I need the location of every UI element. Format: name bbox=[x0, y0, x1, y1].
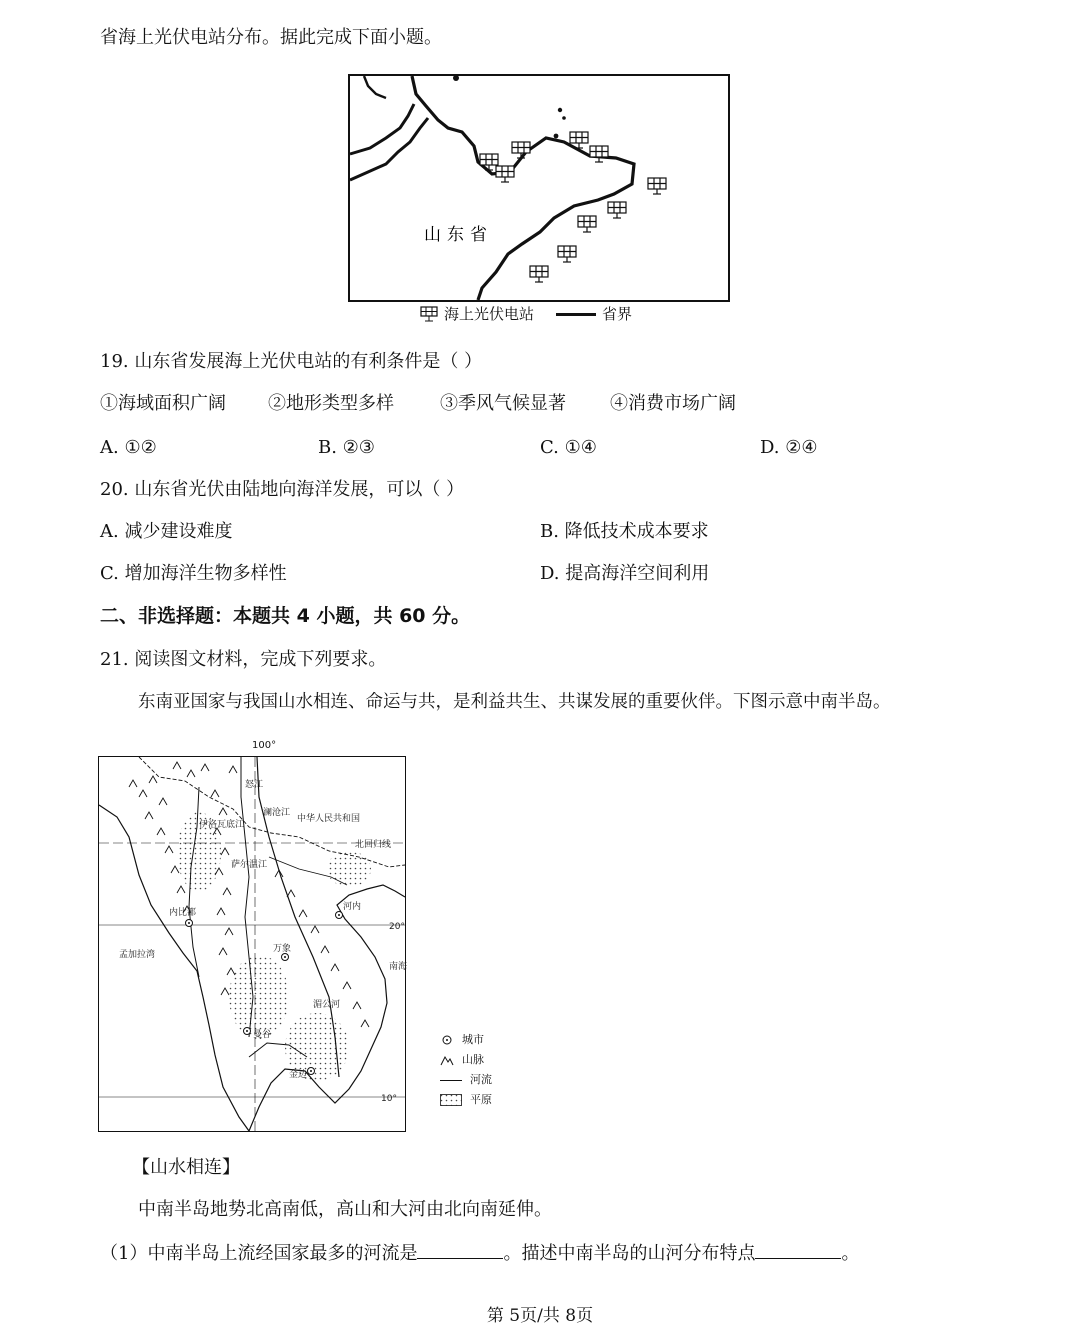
plain-red-river bbox=[327, 851, 371, 887]
q19-item-3: ③季风气候显著 bbox=[440, 393, 566, 414]
pv-station-icon bbox=[648, 178, 666, 194]
island bbox=[453, 75, 459, 81]
pv-station-icon bbox=[608, 202, 626, 218]
label-phnompenh: 金边 bbox=[289, 1070, 308, 1080]
answer-blank-1[interactable] bbox=[417, 1240, 503, 1259]
coastline bbox=[412, 76, 634, 300]
province-label: 山东省 bbox=[424, 225, 493, 245]
pv-station-icon bbox=[496, 166, 514, 182]
label-tropic: 北回归线 bbox=[355, 840, 392, 850]
label-lat20: 20° bbox=[389, 922, 405, 932]
label-bangkok: 曼谷 bbox=[253, 1030, 272, 1040]
legend-river-label: 河流 bbox=[470, 1073, 492, 1086]
label-vientiane: 万象 bbox=[273, 944, 292, 954]
shandong-map-svg bbox=[350, 76, 728, 300]
q20-option-b[interactable]: B. 降低技术成本要求 bbox=[540, 521, 709, 542]
label-china: 中华人民共和国 bbox=[297, 814, 361, 824]
island bbox=[558, 108, 562, 112]
legend-mountain-label: 山脉 bbox=[462, 1053, 484, 1066]
answer-blank-2[interactable] bbox=[755, 1240, 841, 1259]
label-naypyidaw: 内比都 bbox=[169, 908, 197, 918]
map2-legend bbox=[440, 1030, 492, 1110]
label-lat10: 10° bbox=[381, 1094, 397, 1104]
mountain-icon bbox=[440, 1053, 454, 1067]
q21-text: 中南半岛地势北高南低，高山和大河由北向南延伸。 bbox=[138, 1199, 552, 1220]
pv-station-icon bbox=[590, 146, 608, 162]
section2-title: 二、非选择题：本题共 4 小题，共 60 分。 bbox=[100, 605, 471, 627]
legend-city bbox=[440, 1030, 492, 1050]
legend-border-line bbox=[556, 313, 596, 316]
pv-station-icon bbox=[512, 142, 530, 158]
pv-station-icon bbox=[558, 246, 576, 262]
map1-legend bbox=[420, 304, 632, 324]
label-bay-bengal: 孟加拉湾 bbox=[119, 950, 156, 960]
pv-station-icon bbox=[578, 216, 596, 232]
pv-station-icon bbox=[530, 266, 548, 282]
label-river-mekong: 湄公河 bbox=[313, 1000, 341, 1010]
river-line-icon bbox=[440, 1080, 462, 1081]
label-river-irrawaddy: 伊洛瓦底江 bbox=[199, 820, 245, 830]
label-river-nu: 怒江 bbox=[245, 780, 264, 790]
q19-option-d[interactable]: D. ②④ bbox=[760, 437, 818, 458]
legend-river bbox=[440, 1070, 492, 1090]
q21-sub1-mid: 。描述中南半岛的山河分布特点 bbox=[503, 1243, 756, 1264]
q21-sub1-end: 。 bbox=[841, 1243, 860, 1264]
legend-plain bbox=[440, 1090, 492, 1110]
indochina-map-svg bbox=[99, 757, 408, 1131]
page-footer: 第 5页/共 8页 bbox=[486, 1306, 594, 1326]
q19-option-b[interactable]: B. ②③ bbox=[318, 437, 375, 458]
city-icon bbox=[440, 1033, 454, 1047]
label-lon100: 100° bbox=[252, 740, 277, 751]
intro-line: 省海上光伏电站分布。据此完成下面小题。 bbox=[100, 27, 442, 48]
legend-city-label: 城市 bbox=[462, 1033, 484, 1046]
q20-option-c[interactable]: C. 增加海洋生物多样性 bbox=[100, 563, 287, 584]
legend-border-label: 省界 bbox=[602, 305, 633, 323]
q21-subhead: 【山水相连】 bbox=[132, 1157, 240, 1178]
q19-stem: 19. 山东省发展海上光伏电站的有利条件是（ ） bbox=[100, 351, 483, 372]
indochina-map bbox=[98, 756, 406, 1132]
q20-option-a[interactable]: A. 减少建设难度 bbox=[100, 521, 233, 542]
island bbox=[554, 134, 559, 139]
q21-stem: 21. 阅读图文材料，完成下列要求。 bbox=[100, 649, 387, 670]
q21-sub1 bbox=[100, 1240, 859, 1266]
q20-option-d[interactable]: D. 提高海洋空间利用 bbox=[540, 563, 710, 584]
q19-option-a[interactable]: A. ①② bbox=[100, 437, 157, 458]
legend-plain-label: 平原 bbox=[470, 1093, 492, 1106]
label-south-sea: 南海 bbox=[389, 962, 408, 972]
legend-mountain bbox=[440, 1050, 492, 1070]
q19-item-1: ①海域面积广阔 bbox=[100, 393, 226, 414]
plain-chao-phraya bbox=[229, 955, 289, 1039]
label-hanoi: 河内 bbox=[343, 902, 362, 912]
q19-option-c[interactable]: C. ①④ bbox=[540, 437, 597, 458]
province-border-top bbox=[364, 76, 386, 98]
q21-sub1-prefix: （1）中南半岛上流经国家最多的河流是 bbox=[100, 1243, 418, 1264]
label-river-lancang: 澜沧江 bbox=[263, 808, 291, 818]
pv-station-icon bbox=[420, 306, 438, 322]
q20-stem: 20. 山东省光伏由陆地向海洋发展，可以（ ） bbox=[100, 479, 465, 500]
q19-item-2: ②地形类型多样 bbox=[268, 393, 394, 414]
shandong-map bbox=[348, 74, 730, 302]
island bbox=[562, 116, 566, 120]
q19-item-4: ④消费市场广阔 bbox=[610, 393, 736, 414]
label-river-salween: 萨尔温江 bbox=[231, 860, 268, 870]
legend-station-label: 海上光伏电站 bbox=[444, 305, 535, 323]
q21-material: 东南亚国家与我国山水相连、命运与共，是利益共生、共谋发展的重要伙伴。下图示意中南半岛。 bbox=[138, 692, 891, 712]
plain-icon bbox=[440, 1094, 462, 1106]
